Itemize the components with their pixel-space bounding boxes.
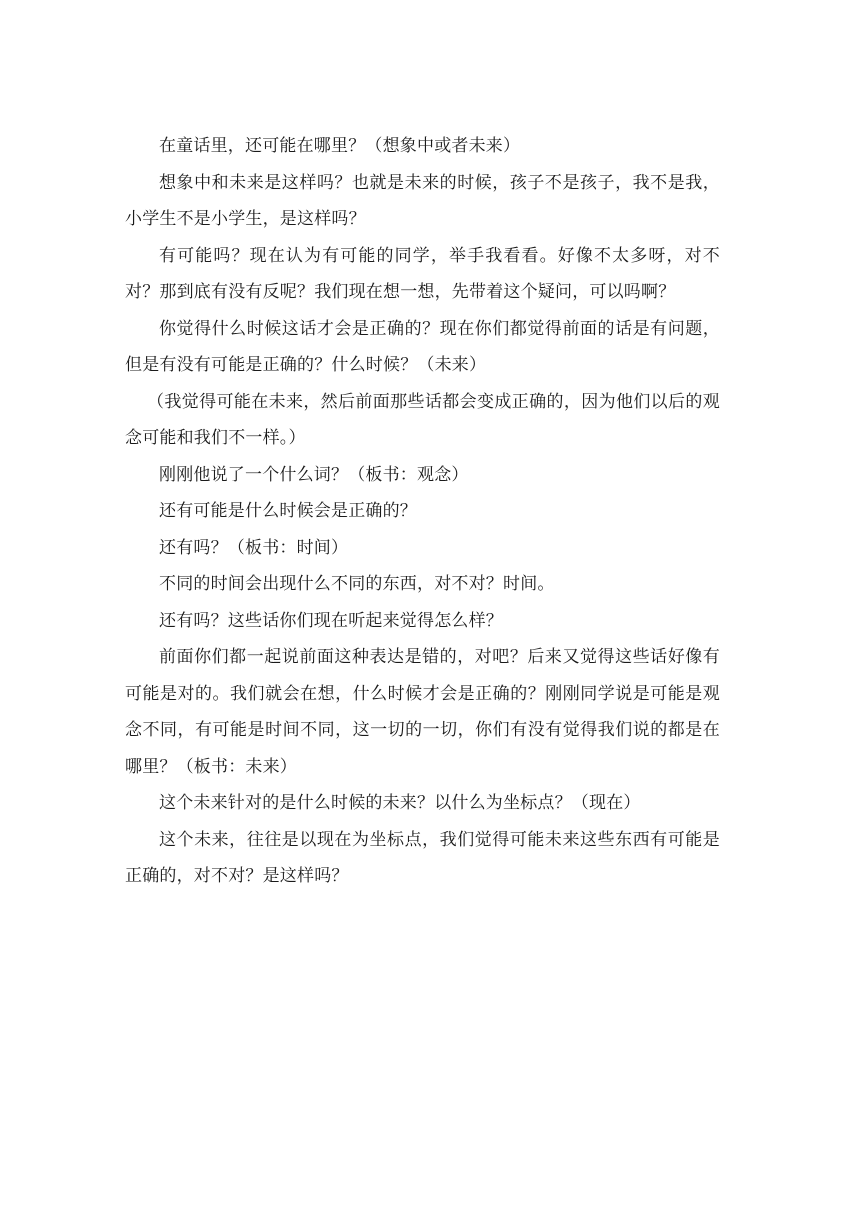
paragraph: 刚刚他说了一个什么词？（板书：观念） — [159, 464, 469, 485]
paragraph: 还有吗？（板书：时间） — [159, 537, 349, 558]
paragraph: （我觉得可能在未来，然后前面那些话都会变成正确的，因为他们以后的观念可能和我们不一样。） — [125, 391, 720, 448]
paragraph: 还有吗？这些话你们现在听起来觉得怎么样？ — [159, 610, 503, 631]
paragraph: 在童话里，还可能在哪里？（想象中或者未来） — [159, 136, 521, 156]
paragraph: 前面你们都一起说前面这种表达是错的，对吧？后来又觉得这些话好像有可能是对的。我们就会在想，什么时候才会是正确的？刚刚同学说是可能是观念不同，有可能是时间不同，这一切的一切，你们有没有觉得我们说的都是在哪里？（板书：未来） — [125, 647, 720, 777]
document-body — [125, 128, 720, 895]
paragraph: 不同的时间会出现什么不同的东西，对不对？时间。 — [159, 574, 555, 594]
paragraph: 这个未来，往往是以现在为坐标点，我们觉得可能未来这些东西有可能是正确的，对不对？是这样吗？ — [125, 829, 720, 886]
paragraph: 有可能吗？现在认为有可能的同学，举手我看看。好像不太多呀，对不对？那到底有没有反呢？我们现在想一想，先带着这个疑问，可以吗啊？ — [125, 245, 720, 302]
paragraph: 想象中和未来是这样吗？也就是未来的时候，孩子不是孩子，我不是我，小学生不是小学生，是这样吗？ — [125, 172, 720, 229]
paragraph: 这个未来针对的是什么时候的未来？以什么为坐标点？（现在） — [159, 793, 641, 813]
paragraph: 你觉得什么时候这话才会是正确的？现在你们都觉得前面的话是有问题，但是有没有可能是正确的？什么时候？（未来） — [125, 318, 720, 375]
paragraph: 还有可能是什么时候会是正确的？ — [159, 501, 417, 521]
